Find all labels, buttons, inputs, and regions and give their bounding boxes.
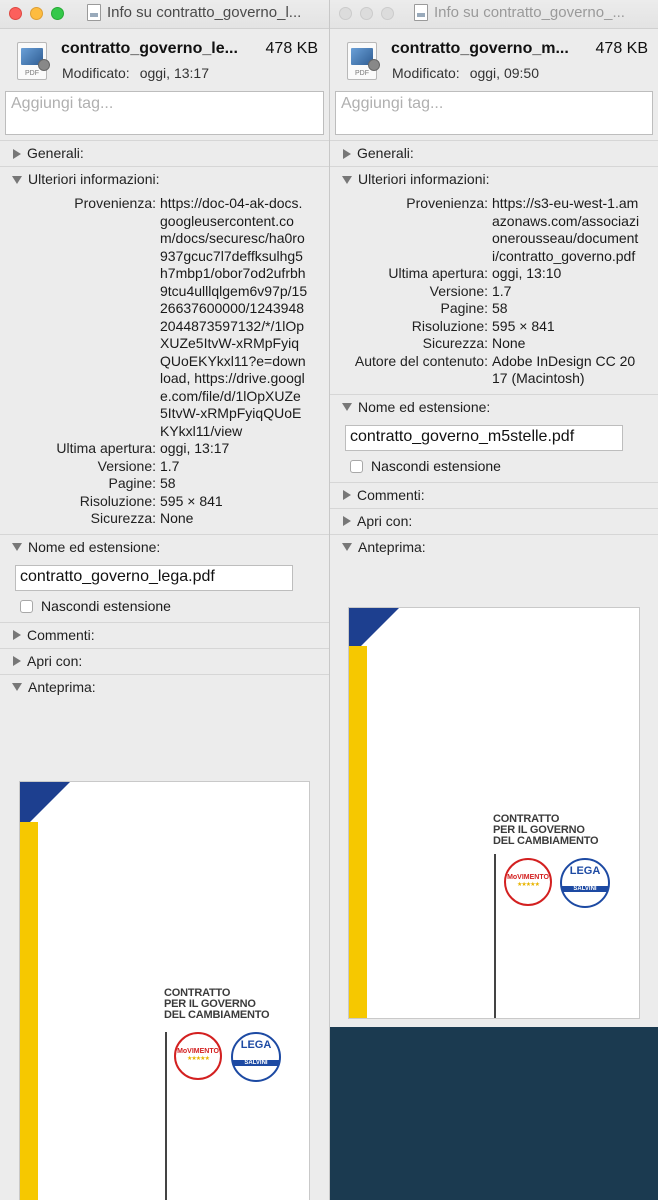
close-button[interactable] [339,7,352,20]
disclosure-triangle-icon [13,656,21,666]
section-comments[interactable]: Commenti: [0,622,329,648]
preview-thumbnail [19,781,310,1200]
title-bar[interactable] [0,0,329,29]
cover-divider [494,854,496,1018]
checkbox-box[interactable] [350,460,363,473]
section-name-extension[interactable]: Nome ed estensione: [0,534,329,560]
file-size: 478 KB [265,40,318,57]
info-window-m5s [330,0,658,1027]
info-row: Pagine: 58 [440,300,508,316]
info-row: Ultima apertura: oggi, 13:10 [388,265,562,281]
name-extension-field[interactable]: contratto_governo_m5stelle.pdf [345,425,623,451]
info-row: Provenienza: https://s3-eu-west-1.amazonaws.com/associazionerousseau/documenti/contratto_governo.pdf [406,195,640,264]
more-info-list [330,192,658,394]
name-extension-field[interactable]: contratto_governo_lega.pdf [15,565,293,591]
zoom-button[interactable] [381,7,394,20]
disclosure-triangle-icon [12,543,22,551]
close-button[interactable] [9,7,22,20]
window-title: Info su contratto_governo_... [414,4,625,21]
file-header [0,29,329,91]
cover-yellow-stripe [20,822,38,1200]
file-size: 478 KB [595,40,648,57]
info-row: Risoluzione: 595 × 841 [411,317,555,334]
minimize-button[interactable] [30,7,43,20]
modified-date: Modificato: oggi, 09:50 [392,65,539,81]
file-name: contratto_governo_le... [61,40,238,57]
window-controls [9,7,64,20]
info-row: Autore del contenuto: Adobe InDesign CC 2017 (Macintosh) [354,352,636,386]
info-row: Versione: 1.7 [97,457,180,474]
window-controls [339,7,394,20]
info-row: Provenienza: https://doc-04-ak-docs.googleusercontent.com/docs/securesc/ha0ro937gcuc7l7deffksulhg5h7mbp1/obor7od2ufrbh9tcu4ulllqlgem6v97p/1526637600000/12439482044873597132/*/1lOpXUZe5ItvW-xRMpFyiqQUoEKYkxl11?e=download, https://drive.google.com/file/d/1lOpXUZe5ItvW-xRMpFyiqQUoEKYkxl11/view [74,195,308,439]
disclosure-triangle-icon [13,630,21,640]
tags-input[interactable]: Aggiungi tag... [335,91,653,135]
cover-title: CONTRATTO PER IL GOVERNO DEL CAMBIAMENTO [493,813,599,847]
section-name-extension[interactable]: Nome ed estensione: [330,394,658,420]
hide-extension-checkbox[interactable]: Nascondi estensione [350,451,658,482]
section-preview[interactable]: Anteprima: [0,674,329,700]
hide-extension-checkbox[interactable]: Nascondi estensione [20,591,329,622]
disclosure-triangle-icon [342,176,352,184]
lega-logo: LEGA SALVINI [231,1032,281,1082]
m5s-logo: MoVIMENTO ★★★★★ [174,1032,222,1080]
disclosure-triangle-icon [12,683,22,691]
lega-logo: LEGA SALVINI [560,858,610,908]
cover-title: CONTRATTO PER IL GOVERNO DEL CAMBIAMENTO [164,987,270,1021]
section-more-info[interactable]: Ulteriori informazioni: [0,166,329,192]
disclosure-triangle-icon [343,490,351,500]
more-info-list [0,192,329,534]
disclosure-triangle-icon [342,403,352,411]
checkbox-box[interactable] [20,600,33,613]
modified-date: Modificato: oggi, 13:17 [62,65,209,81]
info-row: Risoluzione: 595 × 841 [79,492,223,509]
section-comments[interactable]: Commenti: [330,482,658,508]
document-icon [87,4,101,21]
pdf-file-icon: PDF [347,42,377,80]
file-name: contratto_governo_m... [391,40,569,57]
section-more-info[interactable]: Ulteriori informazioni: [330,166,658,192]
section-general[interactable]: Generali: [0,140,329,166]
window-title: Info su contratto_governo_l... [87,4,301,21]
cover-yellow-stripe [349,646,367,1018]
disclosure-triangle-icon [13,149,21,159]
info-row: Ultima apertura: oggi, 13:17 [56,440,230,456]
tags-input[interactable]: Aggiungi tag... [5,91,324,135]
section-general[interactable]: Generali: [330,140,658,166]
preview-thumbnail [348,607,640,1019]
minimize-button[interactable] [360,7,373,20]
info-row: Versione: 1.7 [429,282,512,299]
info-row: Sicurezza: None [422,335,526,351]
info-row: Sicurezza: None [90,510,194,526]
m5s-logo: MoVIMENTO ★★★★★ [504,858,552,906]
zoom-button[interactable] [51,7,64,20]
disclosure-triangle-icon [343,516,351,526]
title-bar[interactable] [330,0,658,29]
disclosure-triangle-icon [343,149,351,159]
cover-divider [165,1032,167,1200]
pdf-file-icon: PDF [17,42,47,80]
section-open-with[interactable]: Apri con: [330,508,658,534]
section-open-with[interactable]: Apri con: [0,648,329,674]
file-header [330,29,658,91]
info-row: Pagine: 58 [108,475,176,491]
disclosure-triangle-icon [12,176,22,184]
section-preview[interactable]: Anteprima: [330,534,658,560]
document-icon [414,4,428,21]
disclosure-triangle-icon [342,543,352,551]
